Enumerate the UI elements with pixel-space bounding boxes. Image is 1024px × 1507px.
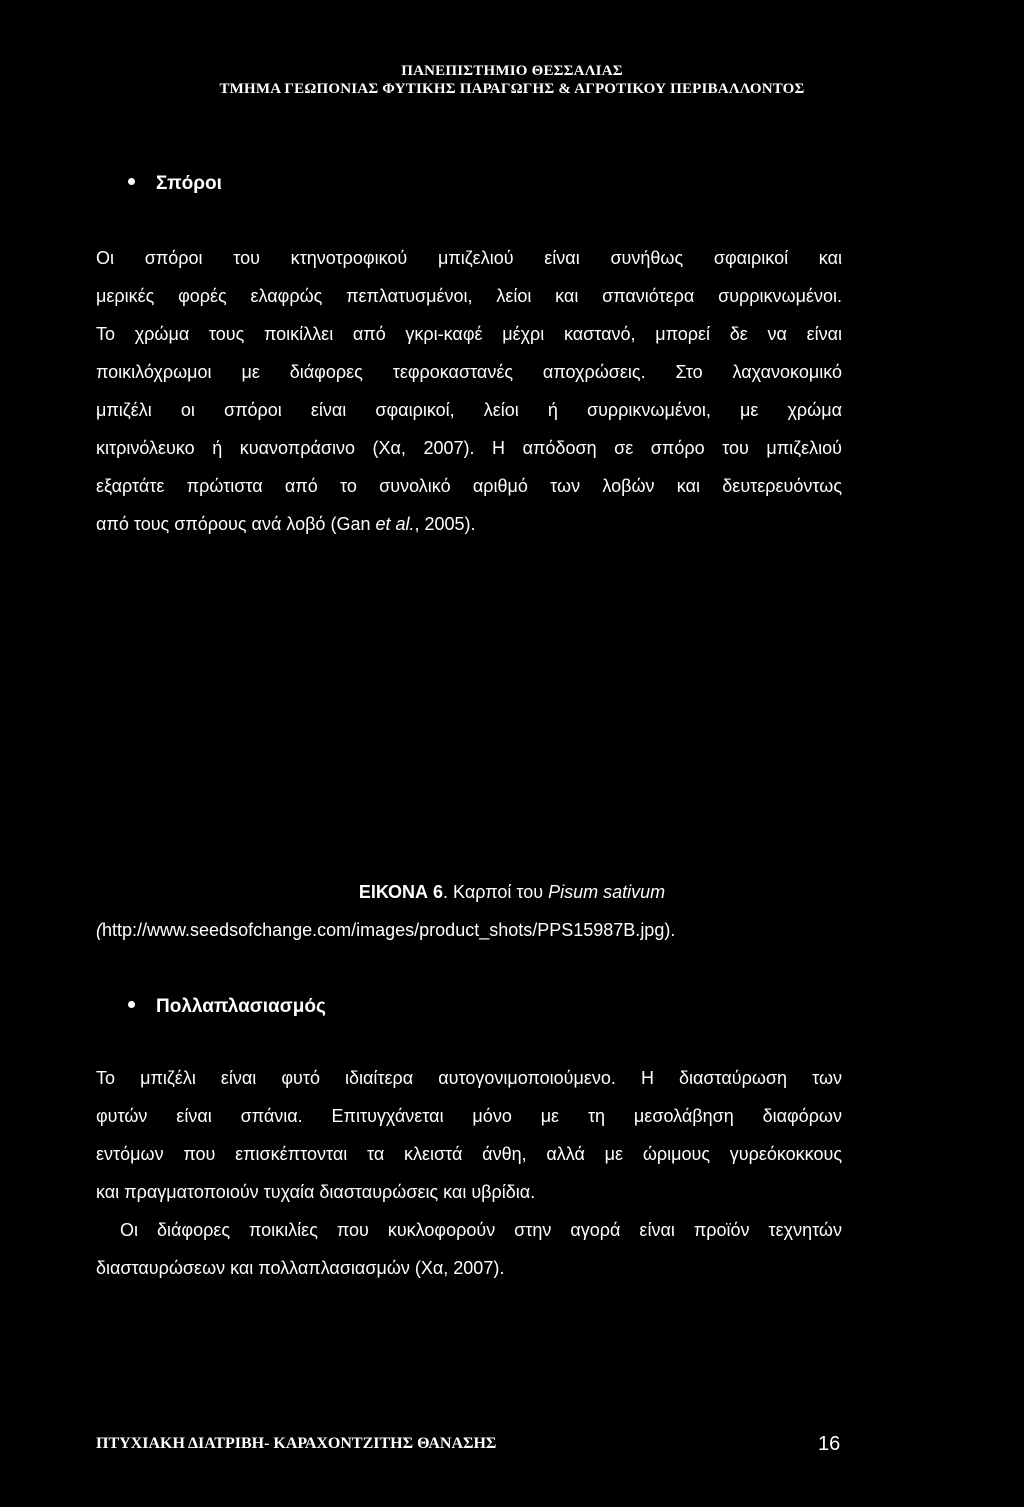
figure-caption (0, 880, 1024, 904)
page-header (0, 62, 1024, 98)
text-line: Το μπιζέλι είναι φυτό ιδιαίτερα αυτογονιμοποιούμενο. Η διασταύρωση των (96, 1068, 842, 1088)
text-line: Το χρώμα τους ποικίλλει από γκρι-καφέ μέχρι καστανό, μπορεί δε να είναι (96, 324, 842, 344)
bullet-icon (128, 178, 135, 185)
url-close: ). (664, 920, 676, 940)
text-line: κιτρινόλευκο ή κυανοπράσινο (Χα, 2007). Η απόδοση σε σπόρο του μπιζελιού (96, 438, 842, 458)
text-line: εξαρτάτε πρώτιστα από το συνολικό αριθμό των λοβών και δευτερευόντως (96, 476, 842, 496)
citation-prefix: από τους σπόρους ανά λοβό (Gan (96, 514, 376, 534)
paragraph-propagation (96, 1066, 842, 1294)
text-line: μπιζέλι οι σπόροι είναι σφαιρικοί, λείοι ή συρρικνωμένοι, με χρώμα (96, 400, 842, 420)
url-open-paren: ( (96, 920, 102, 940)
university-name: ΠΑΝΕΠΙΣΤΗΜΙΟ ΘΕΣΣΑΛΙΑΣ (401, 63, 623, 79)
footer-title: ΠΤΥΧΙΑΚΗ ΔΙΑΤΡΙΒΗ- ΚΑΡΑΧΟΝΤΖΙΤΗΣ ΘΑΝΑΣΗΣ (96, 1435, 497, 1452)
text-line: φυτών είναι σπάνια. Επιτυγχάνεται μόνο με τη μεσολάβηση διαφόρων (96, 1106, 842, 1126)
text-line-last (96, 512, 842, 550)
paragraph-seeds (96, 246, 842, 550)
section-heading-label: Πολλαπλασιασμός (156, 996, 326, 1017)
bullet-icon (128, 1001, 135, 1008)
citation-suffix: , 2005). (414, 514, 476, 534)
text-line: εντόμων που επισκέπτονται τα κλειστά άνθη, αλλά με ώριμους γυρεόκοκκους (96, 1144, 842, 1164)
figure-source (96, 918, 675, 942)
figure-label: ΕΙΚΟΝΑ 6 (358, 882, 444, 902)
figure-image (96, 560, 842, 860)
text-line: και πραγματοποιούν τυχαία διασταυρώσεις και υβρίδια. (96, 1182, 536, 1202)
text-line: Οι διάφορες ποικιλίες που κυκλοφορούν στην αγορά είναι προϊόν τεχνητών (120, 1220, 842, 1240)
section-heading-propagation (128, 995, 326, 1019)
section-heading-seeds (128, 172, 222, 196)
text-line: ποικιλόχρωμοι με διάφορες τεφροκαστανές αποχρώσεις. Στο λαχανοκομικό (96, 362, 842, 382)
department-name: ΤΜΗΜΑ ΓΕΩΠΟΝΙΑΣ ΦΥΤΙΚΗΣ ΠΑΡΑΓΩΓΗΣ & ΑΓΡΟΤΙΚΟΥ ΠΕΡΙΒΑΛΛΟΝΤΟΣ (219, 81, 805, 97)
text-line: διασταυρώσεων και πολλαπλασιασμών (Χα, 2007). (96, 1258, 505, 1278)
text-line: μερικές φορές ελαφρώς πεπλατυσμένοι, λείοι και σπανιότερα συρρικνωμένοι. (96, 286, 842, 306)
figure-source-url[interactable]: http://www.seedsofchange.com/images/product_shots/PPS15987B.jpg (102, 920, 665, 940)
page-number: 16 (818, 1433, 841, 1455)
figure-caption-text: . Καρποί του (443, 882, 549, 902)
citation-etal: et al. (375, 514, 415, 534)
text-line: Οι σπόροι του κτηνοτροφικού μπιζελιού είναι συνήθως σφαιρικοί και (96, 248, 842, 268)
section-heading-label: Σπόροι (156, 173, 222, 194)
figure-species: Pisum sativum (548, 882, 666, 902)
